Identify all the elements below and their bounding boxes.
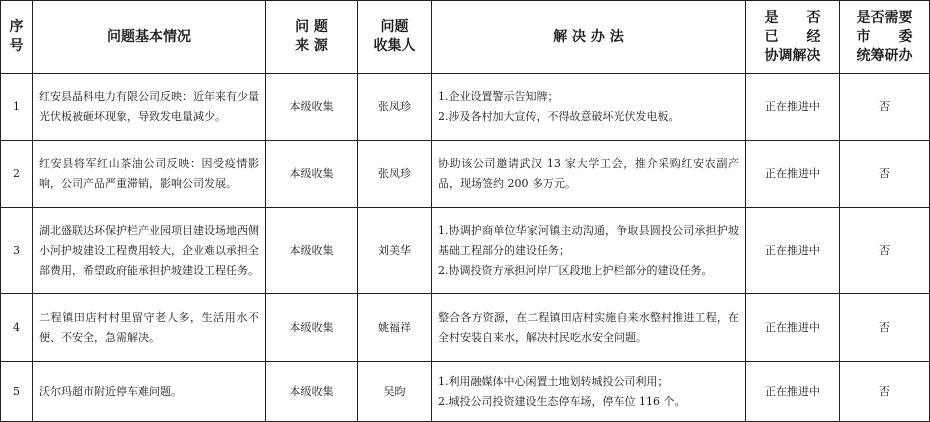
solution-line: 2.城投公司投资建设生态停车场，停车位 116 个。 [438,394,686,408]
cell-collector: 刘美华 [358,208,432,294]
cell-solution [432,294,746,362]
header-solution: 解 决 办 法 [432,1,746,74]
header-collector: 问题 收集人 [358,1,432,74]
cell-situation: 二程镇田店村村里留守老人多，生活用水不便、不安全，急需解决。 [33,294,266,362]
cell-situation: 红安县将军红山茶油公司反映：因受疫情影响，公司产品严重滞销，影响公司发展。 [33,141,266,208]
solution-line: 协助该公司邀请武汉 13 家大学工会，推介采购红安农副产品，现场签约 200 多万元。 [438,157,739,190]
cell-collector: 吴昀 [358,362,432,422]
header-source: 问 题 来 源 [266,1,358,74]
cell-committee: 否 [840,294,930,362]
cell-source: 本级收集 [266,74,358,141]
cell-collector: 张凤珍 [358,74,432,141]
cell-solution [432,141,746,208]
cell-solution [432,74,746,141]
cell-situation: 沃尔玛超市附近停车难问题。 [33,362,266,422]
cell-solution [432,208,746,294]
cell-no: 2 [1,141,33,208]
header-no: 序 号 [1,1,33,74]
solution-line: 2.涉及各村加大宣传，不得故意破坏光伏发电板。 [438,110,680,123]
cell-committee: 否 [840,362,930,422]
cell-no: 3 [1,208,33,294]
cell-coordinated: 正在推进中 [746,208,840,294]
solution-line: 整合各方资源，在二程镇田店村实施自来水整村推进工程，在全村安装自来水，解决村民吃水安全问题。 [438,310,739,344]
cell-situation: 红安县晶科电力有限公司反映：近年来有少量光伏板被砸坏现象，导致发电量减少。 [33,74,266,141]
cell-committee: 否 [840,141,930,208]
cell-no: 4 [1,294,33,362]
cell-no: 1 [1,74,33,141]
cell-no: 5 [1,362,33,422]
table-row [1,74,930,141]
solution-line: 1.利用融媒体中心闲置土地划转城投公司利用； [438,374,669,388]
cell-source: 本级收集 [266,141,358,208]
table-row [1,141,930,208]
header-situation: 问题基本情况 [33,1,266,74]
header-row [1,1,930,74]
cell-solution [432,362,746,422]
cell-coordinated: 正在推进中 [746,74,840,141]
cell-source: 本级收集 [266,208,358,294]
table-row [1,208,930,294]
cell-coordinated: 正在推进中 [746,141,840,208]
cell-source: 本级收集 [266,362,358,422]
solution-line: 1.协调护商单位华家河镇主动沟通，争取县圆投公司承担护坡基础工程部分的建设任务； [438,223,739,257]
table-row [1,362,930,422]
table-row [1,294,930,362]
header-coordinated: 是 否 已 经 协调解决 [746,1,840,74]
solution-line: 2.协调投资方承担河岸厂区段地上护栏部分的建设任务。 [438,263,713,277]
cell-coordinated: 正在推进中 [746,362,840,422]
cell-coordinated: 正在推进中 [746,294,840,362]
cell-source: 本级收集 [266,294,358,362]
cell-collector: 姚福祥 [358,294,432,362]
solution-line: 1.企业设置警示告知牌； [438,90,559,103]
header-committee: 是否需要 市 委 统筹研办 [840,1,930,74]
cell-situation: 湖北盛联达环保护栏产业园项目建设场地西侧小河护坡建设工程费用较大，企业难以承担全部费用，希望政府能承担护坡建设工程任务。 [33,208,266,294]
cell-collector: 张凤珍 [358,141,432,208]
cell-committee: 否 [840,208,930,294]
cell-committee: 否 [840,74,930,141]
